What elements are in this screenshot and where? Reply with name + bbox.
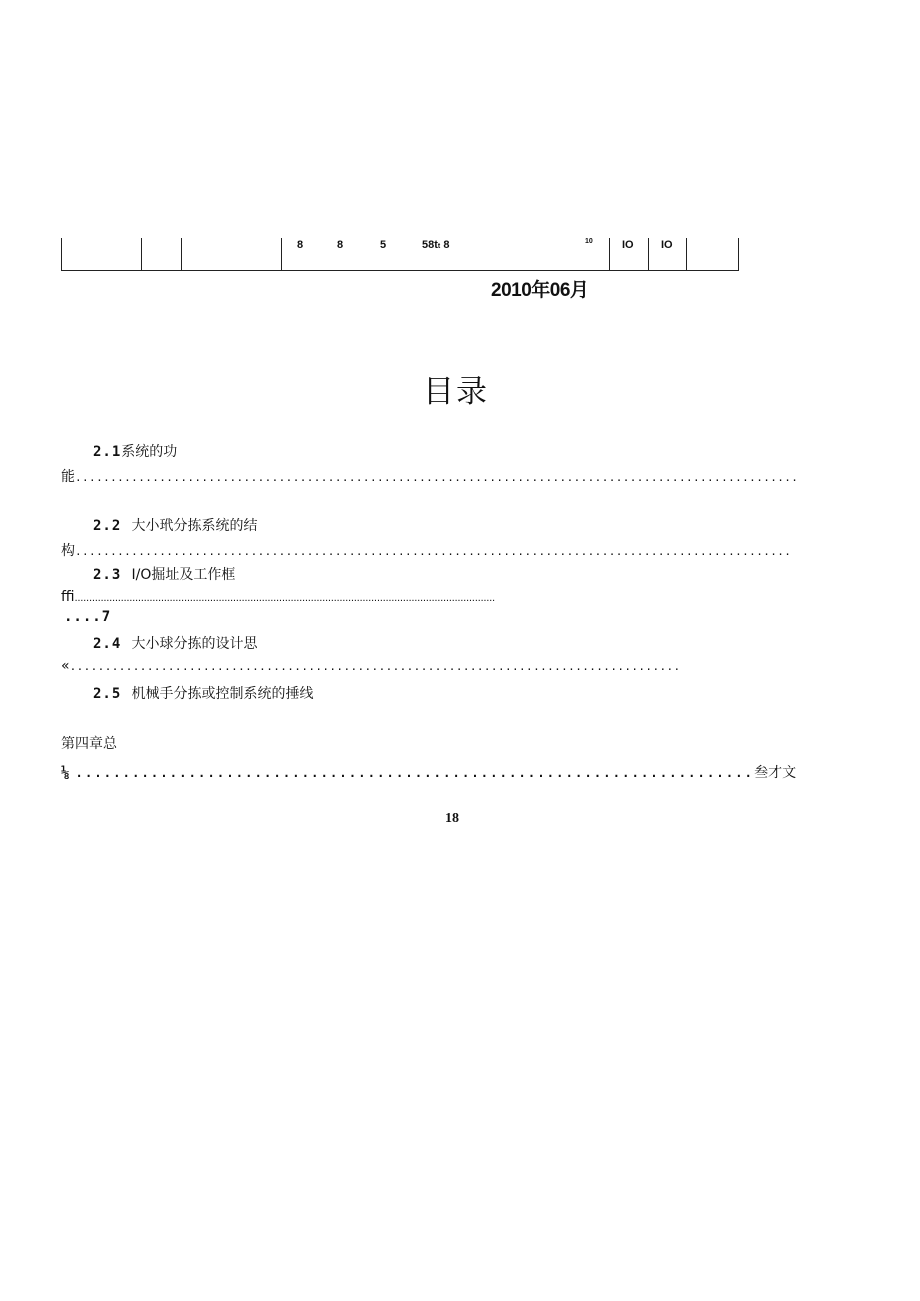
toc-entry-title: 大小球分拣的设计思 [131, 636, 258, 652]
page-number: 18 [445, 811, 459, 826]
toc-entry-leader[interactable] [61, 589, 839, 605]
table-column-divider [738, 238, 739, 271]
table-column-divider [686, 238, 687, 271]
toc-entry-leader[interactable] [61, 466, 841, 486]
toc-entry-number: 2.5 [93, 686, 122, 702]
toc-entry-number: 2.2 [93, 518, 122, 534]
table-column-divider [61, 238, 62, 271]
table-column-divider [181, 238, 182, 271]
toc-chapter-dots: ........................................................................ [75, 766, 755, 780]
toc-entry-heading [93, 441, 177, 461]
table-cell-part: 8 [443, 239, 450, 251]
toc-entry-leader[interactable] [61, 658, 726, 674]
table-cell-part: 58t [422, 239, 438, 251]
toc-entry-dots: ....................................................................................................... [75, 471, 799, 484]
toc-entry-dots: .................................................................................................................................................. [74, 593, 495, 604]
table-column-divider [609, 238, 610, 271]
toc-entry-leader[interactable] [61, 540, 841, 560]
toc-entry-title: 机械手分拣或控制系统的捶线 [131, 686, 314, 702]
toc-entry-number: 2.4 [93, 636, 122, 652]
table-cell: 5 [380, 239, 387, 251]
table-cell: IO [661, 239, 673, 251]
toc-entry-number: 2.1 [93, 444, 122, 460]
table-cell [422, 239, 449, 251]
date-line: 2010年06月 [491, 280, 589, 301]
toc-entry-continuation: 能 [61, 469, 75, 485]
toc-entry-continuation: « [61, 658, 70, 674]
table-cell: 10 [585, 238, 593, 245]
page-title: 目录 [423, 374, 489, 410]
toc-chapter-leader [61, 762, 796, 782]
table-bottom-border [61, 270, 739, 271]
toc-entry-number: 2.3 [93, 567, 122, 583]
toc-entry-dots: ...................................................................................................... [75, 545, 792, 558]
toc-entry-heading [93, 515, 257, 535]
toc-chapter-heading[interactable]: 第四章总 [61, 736, 117, 752]
table-cell: IO [622, 239, 634, 251]
toc-chapter-continuation: ⅛ [61, 765, 71, 781]
table-column-divider [281, 238, 282, 271]
toc-entry-title: 大小玳分拣系统的结 [131, 518, 258, 534]
table-cell-part: t [437, 243, 441, 250]
toc-chapter-tail: 叁才文 [754, 765, 797, 781]
toc-entry-title: 系统的功 [121, 444, 178, 460]
toc-entry-title: I/O掘址及工作框 [131, 567, 236, 583]
table-cell: 8 [337, 239, 344, 251]
table-column-divider [648, 238, 649, 271]
toc-entry-heading [93, 564, 235, 584]
toc-entry-continuation: ffi [61, 589, 75, 605]
toc-entry-page-ref: ....7 [64, 609, 112, 625]
toc-entry-heading [93, 633, 257, 653]
toc-entry-heading[interactable] [93, 683, 313, 703]
toc-entry-dots: ....................................................................................... [69, 660, 681, 673]
toc-entry-continuation: 构 [61, 543, 75, 559]
table-cell: 8 [297, 239, 304, 251]
table-column-divider [141, 238, 142, 271]
